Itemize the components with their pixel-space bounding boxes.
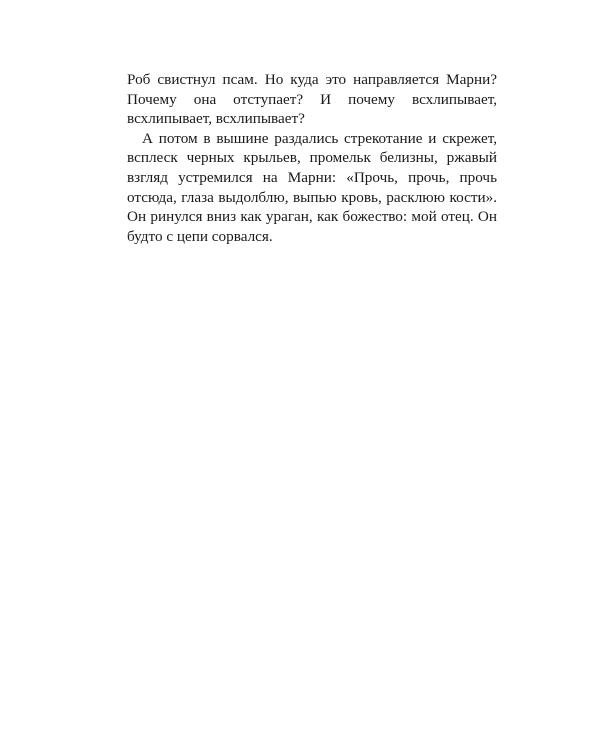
footprint: [278, 560, 296, 571]
footprint: [202, 627, 221, 646]
footprint: [90, 652, 109, 671]
footprint: [214, 592, 233, 611]
footprint: [67, 689, 86, 708]
footprint: [361, 551, 378, 561]
footprint: [252, 585, 272, 603]
footprint: [157, 622, 175, 633]
footprint: [132, 650, 151, 665]
paragraph-1: Роб свистнул псам. Но куда это направляется Марни? Почему она отступает? И почему всхлипывает, всхлипывает, всхлипывает?: [127, 71, 497, 128]
paragraph-2: А потом в вышине раздались стрекотание и скрежет, всплеск черных крыльев, промельк белизны, ржавый взгляд устремился на Марни: «Прочь, прочь, прочь отсюда, глаза выдолблю, выпью кровь, расклюю кости». Он ринулся вниз как ураган, как божество: мой отец. Он будто с цепи сорвался.: [127, 129, 497, 245]
footprint: [321, 567, 340, 582]
